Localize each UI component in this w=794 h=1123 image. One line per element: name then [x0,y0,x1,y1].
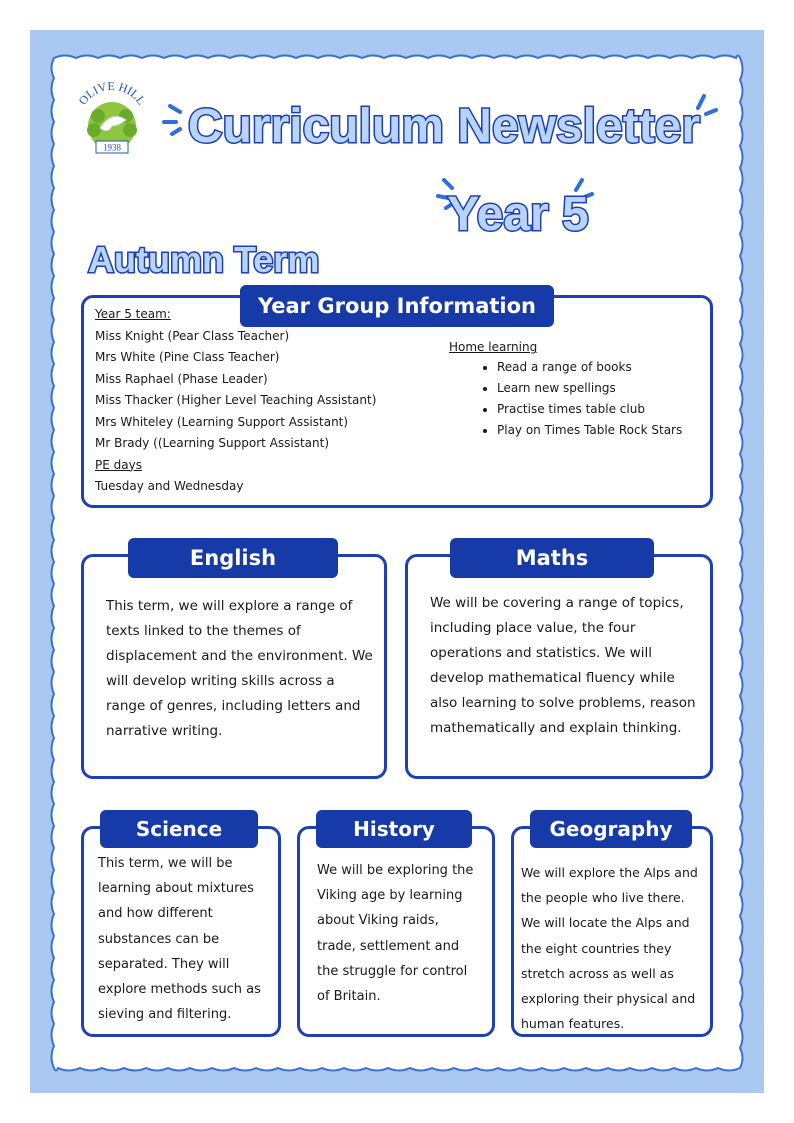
text-line: sieving and filtering. [98,1007,232,1023]
text-line: the struggle for control [317,963,468,979]
geography-banner: Geography [530,810,692,848]
newsletter-title [160,82,720,162]
home-item: • Learn new spellings [497,378,709,399]
text-line: separated. They will [98,956,230,972]
team-list [95,304,395,498]
text-line: substances can be [98,931,220,947]
year-title [430,170,600,250]
text-line: including place value, the four [430,620,636,636]
text-line: develop mathematical fluency while [430,670,675,686]
team-member: Mrs Whiteley (Learning Support Assistant) [95,414,349,429]
year-text: Year 5 [447,188,589,241]
text-line: Viking age by learning [317,888,463,904]
text-line: exploring their physical and [521,991,696,1007]
team-member: Mrs White (Pine Class Teacher) [95,350,280,364]
home-heading: Home learning [449,340,538,354]
english-banner: English [128,538,338,578]
text-line: stretch across as well as [521,965,674,981]
text-line: about Viking raids, [317,913,439,929]
school-logo [66,70,158,162]
pe-heading: PE days [95,457,142,472]
history-banner: History [316,810,472,848]
text-line: human features. [521,1016,625,1032]
text-line: the eight countries they [521,940,672,956]
maths-text [430,591,705,741]
term-title [84,234,334,284]
text-line: We will locate the Alps and [521,915,690,931]
home-item: • Play on Times Table Rock Stars [497,420,709,441]
school-name-arc: OLIVE HILL [75,78,149,108]
team-heading: Year 5 team: [95,307,171,321]
text-line: This term, we will explore a range of [106,598,353,614]
logo-year: 1938 [103,142,121,153]
text-line: the people who live there. [521,890,685,906]
text-line: operations and statistics. We will [430,645,653,661]
text-line: learning about mixtures [98,881,254,897]
info-banner: Year Group Information [240,285,554,327]
home-learning [449,337,709,441]
home-item: • Read a range of books [497,357,709,378]
text-line: mathematically and explain thinking. [430,720,682,736]
team-member: Miss Knight (Pear Class Teacher) [95,328,290,343]
text-line: displacement and the environment. We [106,648,373,664]
text-line: also learning to solve problems, reason [430,695,696,711]
text-line: We will explore the Alps and [521,865,698,880]
team-member: Miss Raphael (Phase Leader) [95,371,268,386]
text-line: and how different [98,906,213,922]
science-text [98,851,278,1027]
text-line: narrative writing. [106,723,223,739]
text-line: We will be covering a range of topics, [430,595,684,611]
home-item: • Practise times table club [497,399,709,420]
term-text: Autumn Term [88,239,320,280]
english-text [106,594,376,744]
text-line: range of genres, including letters and [106,698,361,714]
text-line: will develop writing skills across a [106,673,335,689]
text-line: of Britain. [317,989,381,1005]
text-line: trade, settlement and [317,938,460,954]
text-line: explore methods such as [98,982,261,998]
title-text: Curriculum Newsletter [187,100,701,153]
text-line: We will be exploring the [317,863,474,878]
history-text [317,858,492,1009]
text-line: texts linked to the themes of [106,623,301,639]
geography-text [521,860,711,1036]
pe-days: Tuesday and Wednesday [95,479,244,493]
maths-banner: Maths [450,538,654,578]
team-member: Mr Brady ((Learning Support Assistant) [95,436,330,450]
text-line: This term, we will be [98,856,233,871]
science-banner: Science [100,810,258,848]
team-member: Miss Thacker (Higher Level Teaching Assistant) [95,393,377,407]
